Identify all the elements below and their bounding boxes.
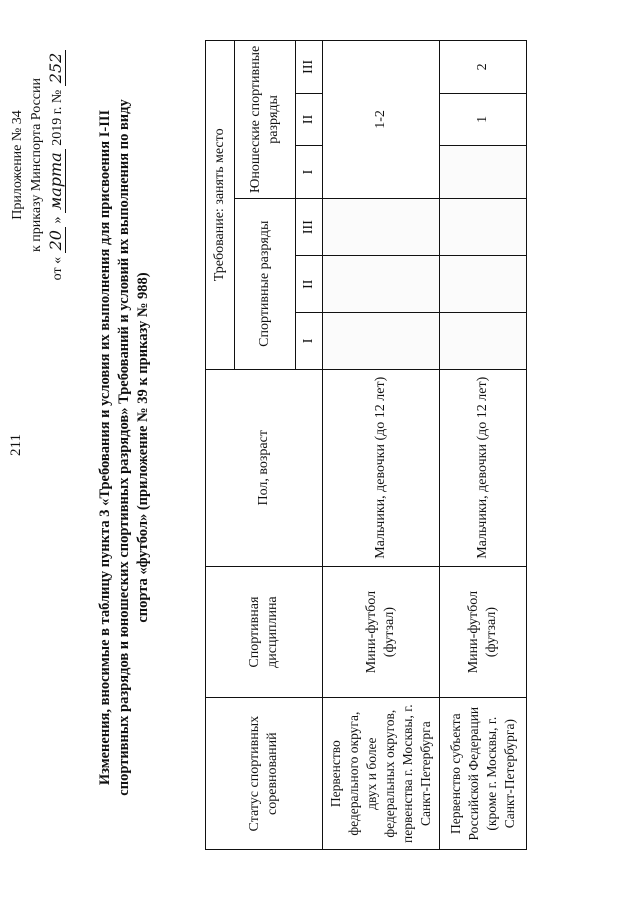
- header-rank-sport-1: I: [296, 313, 323, 370]
- row-gender-age: Мальчики, девочки (до 12 лет): [440, 369, 527, 566]
- cell-sport-rank-3: [323, 198, 440, 256]
- header-gender-age: Пол, возраст: [206, 369, 323, 566]
- row-status: Первенство федерального округа, двух и более федеральных округов, первенства г. Москвы, г. Санкт-Петербурга: [323, 698, 440, 850]
- page-number: 211: [8, 434, 24, 456]
- heading-line-1: Изменения, вносимые в таблицу пункта 3 «Требования и условия их выполнения для присвоения I-III: [97, 109, 113, 786]
- header-sport-ranks: Спортивные разряды: [235, 198, 296, 369]
- cell-youth-rank-2: 1: [440, 93, 527, 146]
- cell-youth-ranks: 1-2: [323, 41, 440, 199]
- header-rank-youth-3: III: [296, 41, 323, 94]
- date-mid: »: [50, 216, 65, 224]
- row-discipline: Мини-футбол (футзал): [323, 566, 440, 697]
- table-row: [323, 41, 440, 850]
- heading-line-3: спорта «футбол» (приложение № 39 к приказу № 988): [135, 272, 151, 623]
- handwritten-day: 20: [46, 227, 66, 253]
- header-rank-youth-1: I: [296, 146, 323, 199]
- appendix-block: [8, 35, 67, 295]
- cell-sport-rank-1: [440, 313, 527, 370]
- date-year: 2019 г. №: [50, 89, 65, 146]
- header-requirement: Требование: занять место: [206, 41, 235, 370]
- cell-sport-rank-2: [440, 256, 527, 313]
- row-status: Первенство субъекта Российской Федерации (кроме г. Москвы, г. Санкт-Петербурга): [440, 698, 527, 850]
- handwritten-order-number: 252: [46, 50, 66, 87]
- row-discipline: Мини-футбол (футзал): [440, 566, 527, 697]
- cell-sport-rank-1: [323, 313, 440, 370]
- header-rank-youth-2: II: [296, 93, 323, 146]
- requirements-table: [205, 40, 527, 850]
- document-heading: [96, 30, 153, 865]
- cell-youth-rank-3: 2: [440, 41, 527, 94]
- header-discipline: Спортивная дисциплина: [206, 566, 323, 697]
- appendix-date-line: [46, 35, 67, 295]
- date-prefix: от «: [50, 256, 65, 281]
- appendix-order-ref: к приказу Минспорта России: [29, 78, 44, 252]
- cell-youth-rank-1: [440, 146, 527, 199]
- header-rank-sport-2: II: [296, 256, 323, 313]
- appendix-title: Приложение № 34: [10, 110, 25, 220]
- row-gender-age: Мальчики, девочки (до 12 лет): [323, 369, 440, 566]
- table-row: [440, 41, 527, 850]
- heading-line-2: спортивных разрядов и юношеских спортивных разрядов» Требований и условий их выполнения по виду: [116, 99, 132, 796]
- header-rank-sport-3: III: [296, 198, 323, 256]
- cell-sport-rank-2: [323, 256, 440, 313]
- cell-sport-rank-3: [440, 198, 527, 256]
- header-status: Статус спортивных соревнований: [206, 698, 323, 850]
- handwritten-month: марта: [46, 149, 66, 213]
- header-youth-ranks: Юношеские спортивные разряды: [235, 41, 296, 199]
